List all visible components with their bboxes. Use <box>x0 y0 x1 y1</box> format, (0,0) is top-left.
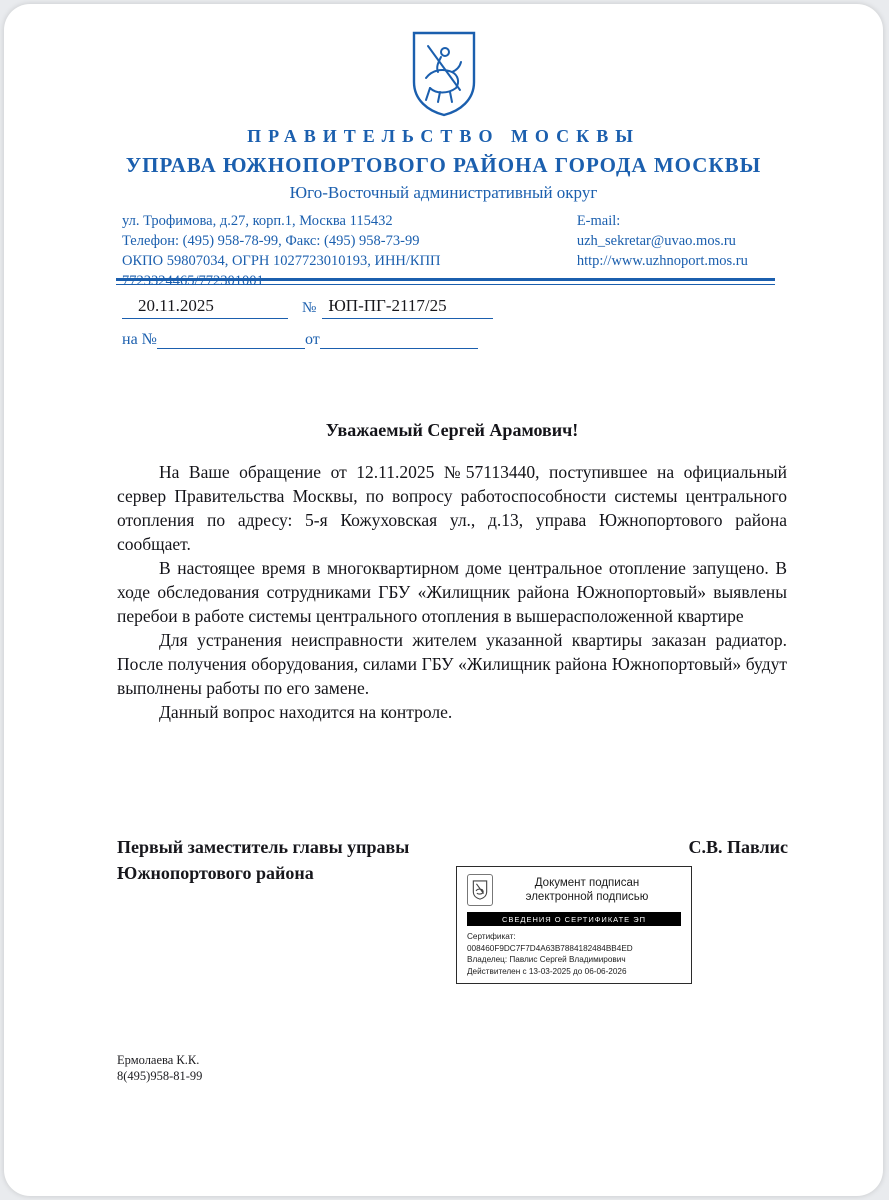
stamp-certificate-number: Сертификат: 008460F9DC7F7D4A63B7884182484BB4ED <box>467 932 633 953</box>
letterhead <box>4 30 883 203</box>
stamp-validity: Действителен с 13-03-2025 до 06-06-2026 <box>467 966 627 976</box>
email-line: E-mail: uzh_sekretar@uvao.mos.ru <box>576 213 736 249</box>
outgoing-number: ЮП-ПГ-2117/25 <box>328 296 447 315</box>
moscow-coat-of-arms-icon <box>408 30 480 118</box>
reply-from-label: от <box>304 331 320 348</box>
address-line: ул. Трофимова, д.27, корп.1, Москва 115432 <box>122 213 393 229</box>
outgoing-date: 20.11.2025 <box>138 296 214 315</box>
reference-block <box>122 296 493 349</box>
executor-phone: 8(495)958-81-99 <box>117 1069 203 1083</box>
signer-name: С.В. Павлис <box>688 837 788 857</box>
blank-line <box>320 332 478 349</box>
stamp-owner: Владелец: Павлис Сергей Владимирович <box>467 955 626 964</box>
outgoing-reference-row <box>122 296 493 319</box>
body-paragraph: Данный вопрос находится на контроле. <box>159 702 453 722</box>
stamp-head-text <box>493 876 681 904</box>
body-paragraph: Для устранения неисправности жителем указанной квартиры заказан радиатор. После получения оборудования, силами ГБУ «Жилищник района Южнопортовый» будут выполнены работы по его замене. <box>117 630 787 698</box>
reply-to-number-label: на № <box>122 331 157 348</box>
body-paragraph: На Ваше обращение от 12.11.2025 №57113440, поступившее на официальный сервер Правительства Москвы, по вопросу работоспособности системы центрального отопления по адресу: 5-я Кожуховская ул., д.13, управа Южнопортового района сообщает. <box>117 462 787 554</box>
organization-title: УПРАВА ЮЖНОПОРТОВОГО РАЙОНА ГОРОДА МОСКВЫ <box>125 153 762 177</box>
body-paragraph: В настоящее время в многоквартирном доме центральное отопление запущено. В ходе обследования сотрудниками ГБУ «Жилищник района Южнопортовый» выявлены перебои в работе системы центрального отопления в вышерасположенной квартире <box>117 558 787 626</box>
electronic-signature-stamp <box>456 866 692 984</box>
registry-codes-line: ОКПО 59807034, ОГРН 1027723010193, ИНН/КПП 7723324465/772301001 <box>122 253 441 289</box>
government-line: ПРАВИТЕЛЬСТВО МОСКВЫ <box>247 126 640 146</box>
stamp-details <box>457 929 691 977</box>
phone-fax-line: Телефон: (495) 958-78-99, Факс: (495) 958-73-99 <box>122 233 420 249</box>
letter-page <box>4 4 883 1196</box>
number-sign-label: № <box>302 300 317 316</box>
blank-line <box>157 332 305 349</box>
executor-block <box>117 1052 202 1084</box>
district-subtitle: Юго-Восточный административный округ <box>289 183 598 202</box>
signer-position-line2: Южнопортового района <box>117 863 314 883</box>
outgoing-date-field <box>122 296 288 319</box>
website-line: http://www.uzhnoport.mos.ru <box>576 253 748 269</box>
incoming-reference-row <box>122 331 493 349</box>
salutation: Уважаемый Сергей Арамович! <box>325 420 579 440</box>
certificate-emblem-icon <box>467 874 493 906</box>
stamp-head-line1: Документ подписан <box>534 877 640 889</box>
stamp-head-line2: электронной подписью <box>525 891 649 903</box>
double-rule-divider <box>116 278 775 285</box>
stamp-certificate-bar: СВЕДЕНИЯ О СЕРТИФИКАТЕ ЭП <box>467 912 681 926</box>
outgoing-number-field <box>322 296 493 319</box>
executor-name: Ермолаева К.К. <box>117 1053 200 1067</box>
letter-body <box>117 418 787 724</box>
signer-position <box>117 834 409 886</box>
signer-position-line1: Первый заместитель главы управы <box>117 837 410 857</box>
stamp-header <box>457 874 691 910</box>
